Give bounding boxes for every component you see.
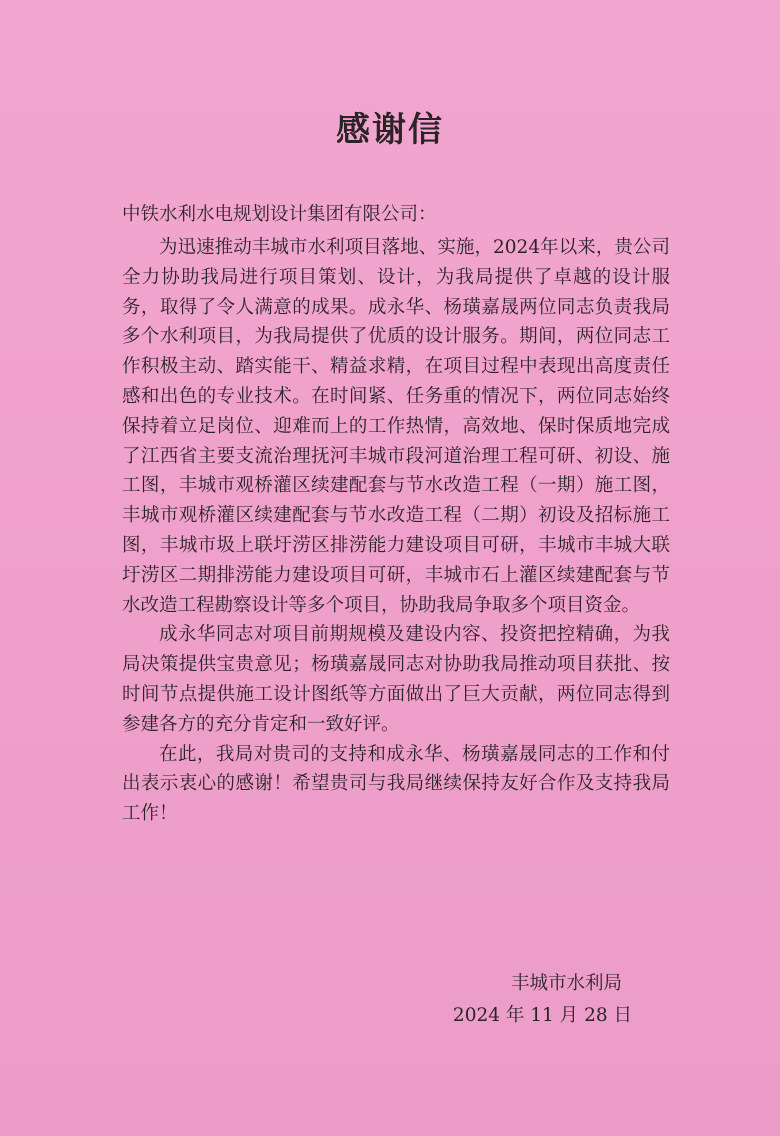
letter-body <box>122 233 670 829</box>
letter-paragraph-2: 成永华同志对项目前期规模及建设内容、投资把控精确，为我局决策提供宝贵意见；杨璜嘉晟同志对协助我局推动项目获批、按时间节点提供施工设计图纸等方面做出了巨大贡献，两位同志得到参建各方的充分肯定和一致好评。 <box>122 624 670 735</box>
letter-title: 感谢信 <box>336 110 444 150</box>
letter-salutation: 中铁水利水电规划设计集团有限公司： <box>122 204 437 225</box>
signature-date: 2024 年 11 月 28 日 <box>452 1005 632 1026</box>
letter-paragraph-3: 在此，我局对贵司的支持和成永华、杨璜嘉晟同志的工作和付出表示衷心的感谢！希望贵司与我局继续保持友好合作及支持我局工作！ <box>122 743 670 825</box>
signature-organization: 丰城市水利局 <box>510 973 622 994</box>
signature-block <box>432 968 632 1032</box>
letter-paragraph-1: 为迅速推动丰城市水利项目落地、实施，2024年以来，贵公司全力协助我局进行项目策划、设计，为我局提供了卓越的设计服务，取得了令人满意的成果。成永华、杨璜嘉晟两位同志负责我局多个水利项目，为我局提供了优质的设计服务。期间，两位同志工作积极主动、踏实能干、精益求精，在项目过程中表现出高度责任感和出色的专业技术。在时间紧、任务重的情况下，两位同志始终保持着立足岗位、迎难而上的工作热情，高效地、保时保质地完成了江西省主要支流治理抚河丰城市段河道治理工程可研、初设、施工图，丰城市观桥灌区续建配套与节水改造工程（一期）施工图，丰城市观桥灌区续建配套与节水改造工程（二期）初设及招标施工图，丰城市圾上联圩涝区排涝能力建设项目可研，丰城市丰城大联圩涝区二期排涝能力建设项目可研，丰城市石上灌区续建配套与节水改造工程勘察设计等多个项目，协助我局争取多个项目资金。 <box>122 237 670 616</box>
